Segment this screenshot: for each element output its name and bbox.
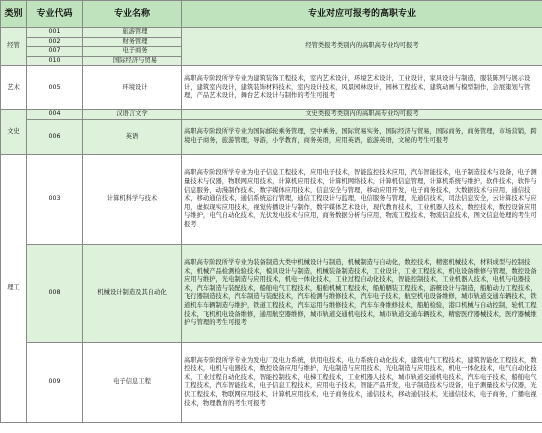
major-name: 国际经济与贸易 (83, 56, 182, 66)
header-row (1, 1, 542, 28)
category-economics: 经管 (1, 28, 27, 66)
major-name: 计算机科学与技术 (83, 154, 182, 244)
related-majors: 高职高专阶段所学专业为发电厂及电力系统，供用电技术，电力系统自动化技术，建筑电气工程技术，建筑智能化工程技术，数控技术，电机与电器技术，数控设备应用与维护，光电制造与应用技术，光电制造与应用技术，机电一体化技术，电气自动化技术，工业过程自动化技术，智能控制技术，电梯工程技术，工业机器人技术，城市轨道交通机电技术，汽车电子技术，船舶电气工程技术，汽车智能技术，电子信息工程技术，应用电子技术，智能产品开发，电子制造技术与设备，电子测量技术与仪器，光伏工程技术，物联网应用技术，计算机应用技术，电子商务技术，通信技术，移动通信技术，光通信技术，电子商务，广播电视技术，物理教育的考生可报考 (182, 342, 542, 422)
major-name: 旅游管理 (83, 28, 182, 38)
major-name: 电子信息工程 (83, 342, 182, 422)
major-code: 006 (27, 119, 83, 154)
related-majors: 高职高专阶段所学专业为国际邮轮乘务管理，空中乘务，国际贸易实务，国际经济与贸易，国际商务，商务管理，市场营销，跨境电子商务，旅游管理，导游，小学教育，商务英语，应用英语，旅游英语，文秘的考生可报考 (182, 119, 542, 154)
related-majors: 文史类报考类别内的高职高专业均可报考 (182, 110, 542, 120)
table-row (1, 342, 542, 422)
header-related: 专业对应可报考的高职专业 (182, 1, 542, 28)
major-name: 汉语言文学 (83, 110, 182, 120)
table-row (1, 28, 542, 38)
related-majors: 高职高专阶段所学专业为装备制造大类中机械设计与制造，机械制造与自动化，数控技术，精密机械技术，材料成型与控制技术，机械产品检测检验技术，模具设计与制造，机械装备制造技术，工业设计，工业工程技术，机电设备维修与管理，数控设备应用与维护，光电制造与应用技术，机电一体化技术，工业过程自动化技术，智能控制技术，工业机器人技术，电机与电器技术，汽车制造与装配技术，船舶电气工程技术，船舶机械工程技术，船舶舾装工程技术，游艇设计与制造，船舶动力工程技术，飞行器制造技术，汽车制造与装配技术，汽车检测与维修技术，汽车电子技术，航空机电设备维修，城市轨道交通车辆技术，铁道机车车辆制造与维护，铁道工程技术，汽车运用与维修技术，汽车车身维修技术，船舶检验，港口机械与自动控制，轮机工程技术，飞机机电设备维修，通用航空器维修，城市轨道交通机电技术，城市轨道交通车辆技术，精密医疗器械技术，医疗器械维护与管理的考生可报考 (182, 244, 542, 342)
major-name: 财务管理 (83, 37, 182, 47)
major-code: 001 (27, 28, 83, 38)
major-name: 电子商务 (83, 47, 182, 57)
major-name: 机械设计制造及其自动化 (83, 244, 182, 342)
table-row (1, 110, 542, 120)
table-row (1, 66, 542, 110)
related-majors: 经管类报考类别内的高职高专业均可报考 (182, 28, 542, 66)
major-code: 010 (27, 56, 83, 66)
major-code: 009 (27, 342, 83, 422)
major-code: 007 (27, 47, 83, 57)
related-majors: 高职高专阶段所学专业为建筑装饰工程技术，室内艺术设计，环境艺术设计，工业设计，家具设计与制造，服装陈列与展示设计，建筑室内设计，建筑装饰材料技术，室内设计技术，风景园林设计，园林工程技术，建筑动画与模型制作，会展策划与管理，产品艺术设计，舞台艺术设计与制作的考生可报考 (182, 66, 542, 110)
major-code: 005 (27, 66, 83, 110)
category-arts: 艺术 (1, 66, 27, 110)
related-majors: 高职高专阶段所学专业为电子信息工程技术，应用电子技术，智能监控技术应用，汽车智能技术，电子制造技术与设备，电子测量技术与仪器，物联网应用技术，计算机应用技术，计算机网络技术，计算机信息管理，计算机系统与维护，软件技术，软件与信息服务，动漫制作技术，数字媒体应用技术，信息安全与管理，移动应用开发，电子商务技术，大数据技术与应用，通信技术，移动通信技术，通信系统运行管理，通信工程设计与监理，电信服务与管理，光通信技术，司法信息安全，云计算技术与应用，虚拟现实应用技术，视觉传播设计与制作，数字媒体艺术设计，现代教育技术，工业机器人技术，数控技术，数控设备应用与维护，电气自动化技术，光伏发电技术与应用，商务数据分析与应用，物流工程技术，物流信息技术，图文信息处理的考生可报考 (182, 154, 542, 244)
major-code: 008 (27, 244, 83, 342)
major-code: 002 (27, 37, 83, 47)
category-science: 理工 (1, 154, 27, 422)
major-name: 英语 (83, 119, 182, 154)
category-humanities: 文史 (1, 110, 27, 155)
header-name: 专业名称 (83, 1, 182, 28)
major-name: 环境设计 (83, 66, 182, 110)
table-row (1, 119, 542, 154)
major-code: 004 (27, 110, 83, 120)
major-code: 003 (27, 154, 83, 244)
table-row (1, 154, 542, 244)
header-category: 类别 (1, 1, 27, 28)
table-row (1, 244, 542, 342)
header-code: 专业代码 (27, 1, 83, 28)
